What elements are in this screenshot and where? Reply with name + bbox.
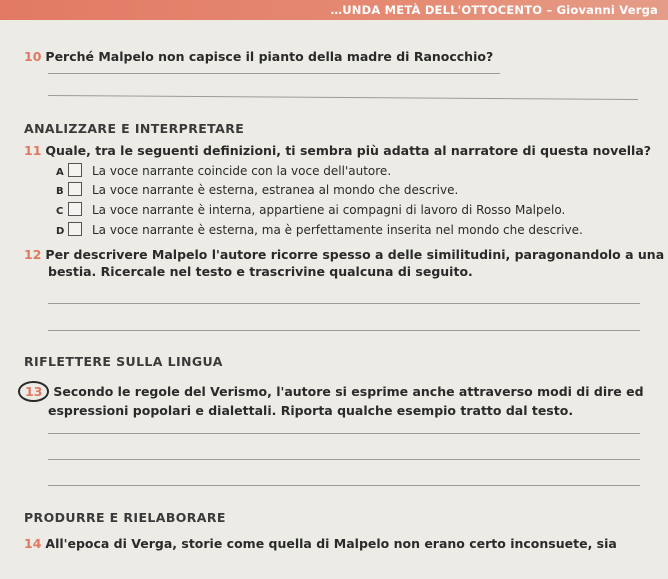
answer-line[interactable] <box>48 330 640 331</box>
question-number: 11 <box>24 143 42 158</box>
question-number: 10 <box>24 49 42 64</box>
answer-line[interactable] <box>48 485 640 486</box>
chapter-header: …UNDA METÀ DELL'OTTOCENTO – Giovanni Verga <box>0 0 668 20</box>
option-text: La voce narrante coincide con la voce dell'autore. <box>92 164 392 178</box>
option-text: La voce narrante è esterna, estranea al mondo che descrive. <box>92 183 459 197</box>
question-number: 13 <box>18 381 49 402</box>
option-letter: D <box>56 226 65 237</box>
answer-line[interactable] <box>48 95 638 100</box>
option-a[interactable] <box>56 163 391 180</box>
option-letter: C <box>56 206 64 217</box>
section-title-analizzare: ANALIZZARE E INTERPRETARE <box>24 121 245 136</box>
answer-line[interactable] <box>48 73 500 74</box>
section-title-produrre: PRODURRE E RIELABORARE <box>24 510 226 525</box>
question-number: 12 <box>24 247 42 262</box>
question-text: Quale, tra le seguenti definizioni, ti sembra più adatta al narratore di questa novella? <box>45 143 652 158</box>
question-12 <box>24 246 664 280</box>
question-text: Perché Malpelo non capisce il pianto della madre di Ranocchio? <box>45 49 494 64</box>
question-text-line1: Secondo le regole del Verismo, l'autore si esprime anche attraverso modi di dire ed <box>53 384 644 399</box>
option-letter: A <box>56 167 64 178</box>
question-11 <box>24 142 651 159</box>
question-text: All'epoca di Verga, storie come quella di Malpelo non erano certo inconsuete, sia <box>45 536 617 551</box>
option-b[interactable] <box>56 182 458 199</box>
option-c[interactable] <box>56 202 565 219</box>
question-text-line2: bestia. Ricercale nel testo e trascrivine qualcuna di seguito. <box>48 264 473 279</box>
checkbox[interactable] <box>68 163 82 177</box>
question-10 <box>24 48 493 65</box>
question-text-line1: Per descrivere Malpelo l'autore ricorre spesso a delle similitudini, paragonandolo a una <box>45 247 665 262</box>
answer-line[interactable] <box>48 303 640 304</box>
option-d[interactable] <box>56 222 583 239</box>
section-title-riflettere: RIFLETTERE SULLA LINGUA <box>24 354 223 369</box>
checkbox[interactable] <box>68 222 82 236</box>
option-text: La voce narrante è esterna, ma è perfettamente inserita nel mondo che descrive. <box>92 223 583 237</box>
checkbox[interactable] <box>68 182 82 196</box>
answer-line[interactable] <box>48 433 640 434</box>
option-letter: B <box>56 186 64 197</box>
checkbox[interactable] <box>68 202 82 216</box>
question-13 <box>24 381 644 419</box>
question-14 <box>24 535 617 552</box>
answer-line[interactable] <box>48 459 640 460</box>
question-number: 14 <box>24 536 42 551</box>
question-text-line2: espressioni popolari e dialettali. Riporta qualche esempio tratto dal testo. <box>48 403 574 418</box>
option-text: La voce narrante è interna, appartiene ai compagni di lavoro di Rosso Malpelo. <box>92 203 566 217</box>
